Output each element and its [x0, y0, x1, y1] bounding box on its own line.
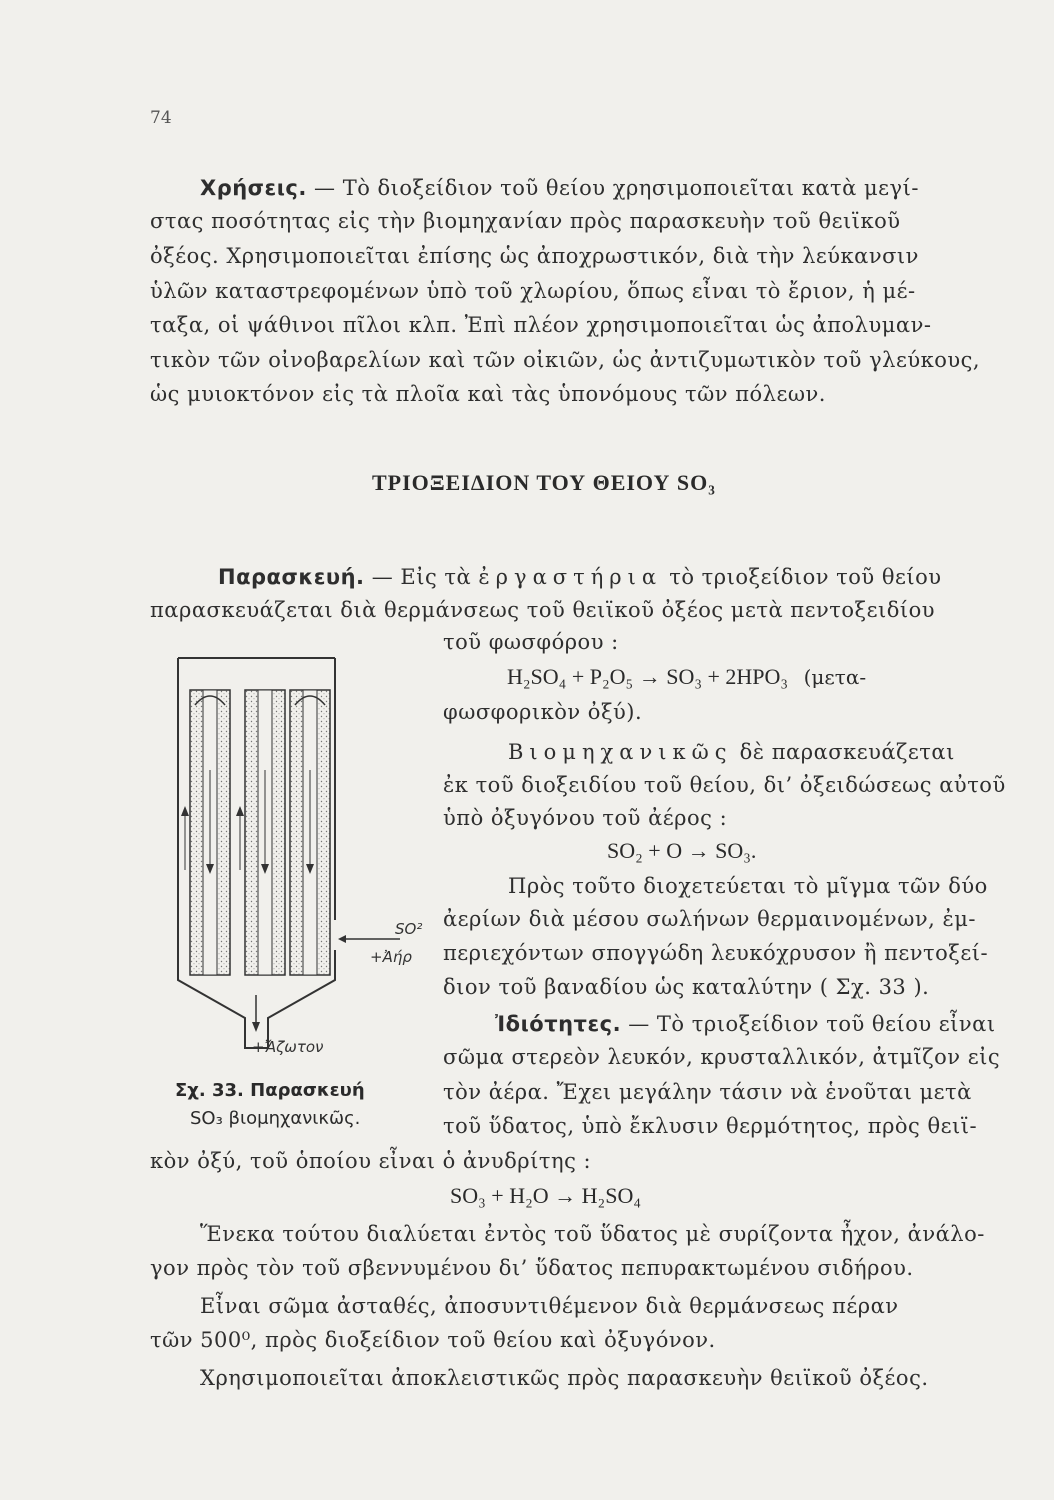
uses-line-2: στας ποσότητας εἰς τὴν βιομηχανίαν πρὸς παρασκευὴν τοῦ θειϊκοῦ [150, 209, 901, 233]
prep-text-labs: ἐργαστήρια [478, 565, 663, 589]
uses-line-3: ὀξέος. Χρησιμοποιεῖται ἐπίσης ὡς ἀποχρωστικόν, διὰ τὴν λεύκανσιν [150, 244, 919, 268]
props-line-1 [495, 1012, 996, 1036]
page-number: 74 [150, 108, 172, 128]
industrial-word: Βιομηχανικῶς [508, 740, 733, 764]
prep-heading: Παρασκευή. [218, 565, 365, 589]
prep-line-9: ἀερίων διὰ μέσου σωλήνων θερμαινομένων, ἐμ- [443, 907, 976, 931]
uses-line-7: ὡς μυιοκτόνον εἰς τὰ πλοῖα καὶ τὰς ὑπονόμους τῶν πόλεων. [150, 382, 826, 406]
formula-1-equation: H₂SO₄ + P₂O₅ → SO₃ + 2HPO₃ [507, 664, 789, 689]
formula-3: SO₃ + H₂O → H₂SO₄ [450, 1183, 641, 1208]
catalyst-tube-2 [245, 690, 285, 975]
formula-1-note: (μετα- [803, 665, 867, 689]
props-text-1: — Τὸ τριοξείδιον τοῦ θείου εἶναι [628, 1012, 996, 1036]
prep-text-1b: τὸ τριοξείδιον τοῦ θείου [669, 565, 942, 589]
label-nitrogen: +Ἄζωτον [252, 1038, 324, 1056]
catalyst-tube-1 [190, 690, 230, 975]
prep-line-4: φωσφορικὸν ὀξύ). [443, 700, 643, 724]
label-so2: SO² [395, 920, 423, 938]
figure-caption-line-1: Σχ. 33. Παρασκευή [175, 1080, 365, 1101]
prep-line-3: τοῦ φωσφόρου : [443, 630, 619, 654]
formula-2: SO₂ + O → SO₃. [607, 838, 757, 863]
props-para3-line-1: Εἶναι σῶμα ἀσταθές, ἀποσυντιθέμενον διὰ θερμάνσεως πέραν [200, 1294, 899, 1318]
props-line-3: τὸν ἀέρα. Ἔχει μεγάλην τάσιν νὰ ἑνοῦται μετὰ [443, 1080, 972, 1104]
prep-line-7: ὑπὸ ὀξυγόνου τοῦ ἀέρος : [443, 806, 728, 830]
label-air: +Ἀήρ [370, 948, 412, 966]
prep-line-11: διον τοῦ βαναδίου ὡς καταλύτην ( Σχ. 33 ). [443, 975, 930, 999]
prep-text-5: δὲ παρασκευάζεται [739, 740, 955, 764]
props-para3-line-2: τῶν 500⁰, πρὸς διοξείδιον τοῦ θείου καὶ ὀξυγόνον. [150, 1328, 716, 1352]
props-para4: Χρησιμοποιεῖται ἀποκλειστικῶς πρὸς παρασκευὴν θειϊκοῦ ὀξέος. [200, 1366, 929, 1390]
prep-line-2: παρασκευάζεται διὰ θερμάνσεως τοῦ θειϊκοῦ ὀξέος μετὰ πεντοξειδίου [150, 598, 935, 622]
prep-line-10: περιεχόντων σπογγώδη λευκόχρυσον ἢ πεντοξεί- [443, 941, 989, 965]
uses-line-5: ταξα, οἱ ψάθινοι πῖλοι κλπ. Ἐπὶ πλέον χρησιμοποιεῖται ὡς ἀπολυμαν- [150, 313, 932, 337]
props-line-5: κὸν ὀξύ, τοῦ ὁποίου εἶναι ὁ ἀνυδρίτης : [150, 1149, 592, 1173]
formula-1 [507, 664, 866, 690]
uses-line-1 [200, 176, 919, 200]
prep-text-1a: — Εἰς τὰ [371, 565, 472, 589]
figure-caption-line-2: SO₃ βιομηχανικῶς. [190, 1108, 361, 1129]
uses-text-1: — Τὸ διοξείδιον τοῦ θείου χρησιμοποιεῖται κατὰ μεγί- [314, 176, 919, 200]
prep-line-5 [508, 740, 955, 764]
prep-line-6: ἐκ τοῦ διοξειδίου τοῦ θείου, δι’ ὀξειδώσεως αὐτοῦ [443, 773, 1006, 797]
catalyst-tube-3 [290, 690, 330, 975]
props-para2-line-1: Ἕνεκα τούτου διαλύεται ἐντὸς τοῦ ὕδατος μὲ συρίζοντα ἦχον, ἀνάλο- [200, 1222, 985, 1246]
prep-line-1 [218, 565, 942, 589]
section-title: ΤΡΙΟΞΕΙΔΙΟΝ ΤΟΥ ΘΕΙΟΥ SO₃ [372, 470, 716, 495]
uses-line-4: ὑλῶν καταστρεφομένων ὑπὸ τοῦ χλωρίου, ὅπως εἶναι τὸ ἔριον, ἡ μέ- [150, 279, 916, 303]
figure-33-diagram [160, 650, 450, 1070]
uses-line-6: τικὸν τῶν οἰνοβαρελίων καὶ τῶν οἰκιῶν, ὡς ἀντιζυμωτικὸν τοῦ γλεύκους, [150, 348, 981, 372]
uses-heading: Χρήσεις. [200, 176, 307, 200]
props-line-2: σῶμα στερεὸν λευκόν, κρυσταλλικόν, ἀτμῖζον εἰς [443, 1045, 1001, 1069]
prep-line-8: Πρὸς τοῦτο διοχετεύεται τὸ μῖγμα τῶν δύο [508, 874, 988, 898]
props-heading: Ἰδιότητες. [495, 1012, 622, 1036]
props-line-4: τοῦ ὕδατος, ὑπὸ ἔκλυσιν θερμότητος, πρὸς θειϊ- [443, 1114, 978, 1138]
props-para2-line-2: γον πρὸς τὸν τοῦ σβεννυμένου δι’ ὕδατος πεπυρακτωμένου σιδήρου. [150, 1256, 914, 1280]
